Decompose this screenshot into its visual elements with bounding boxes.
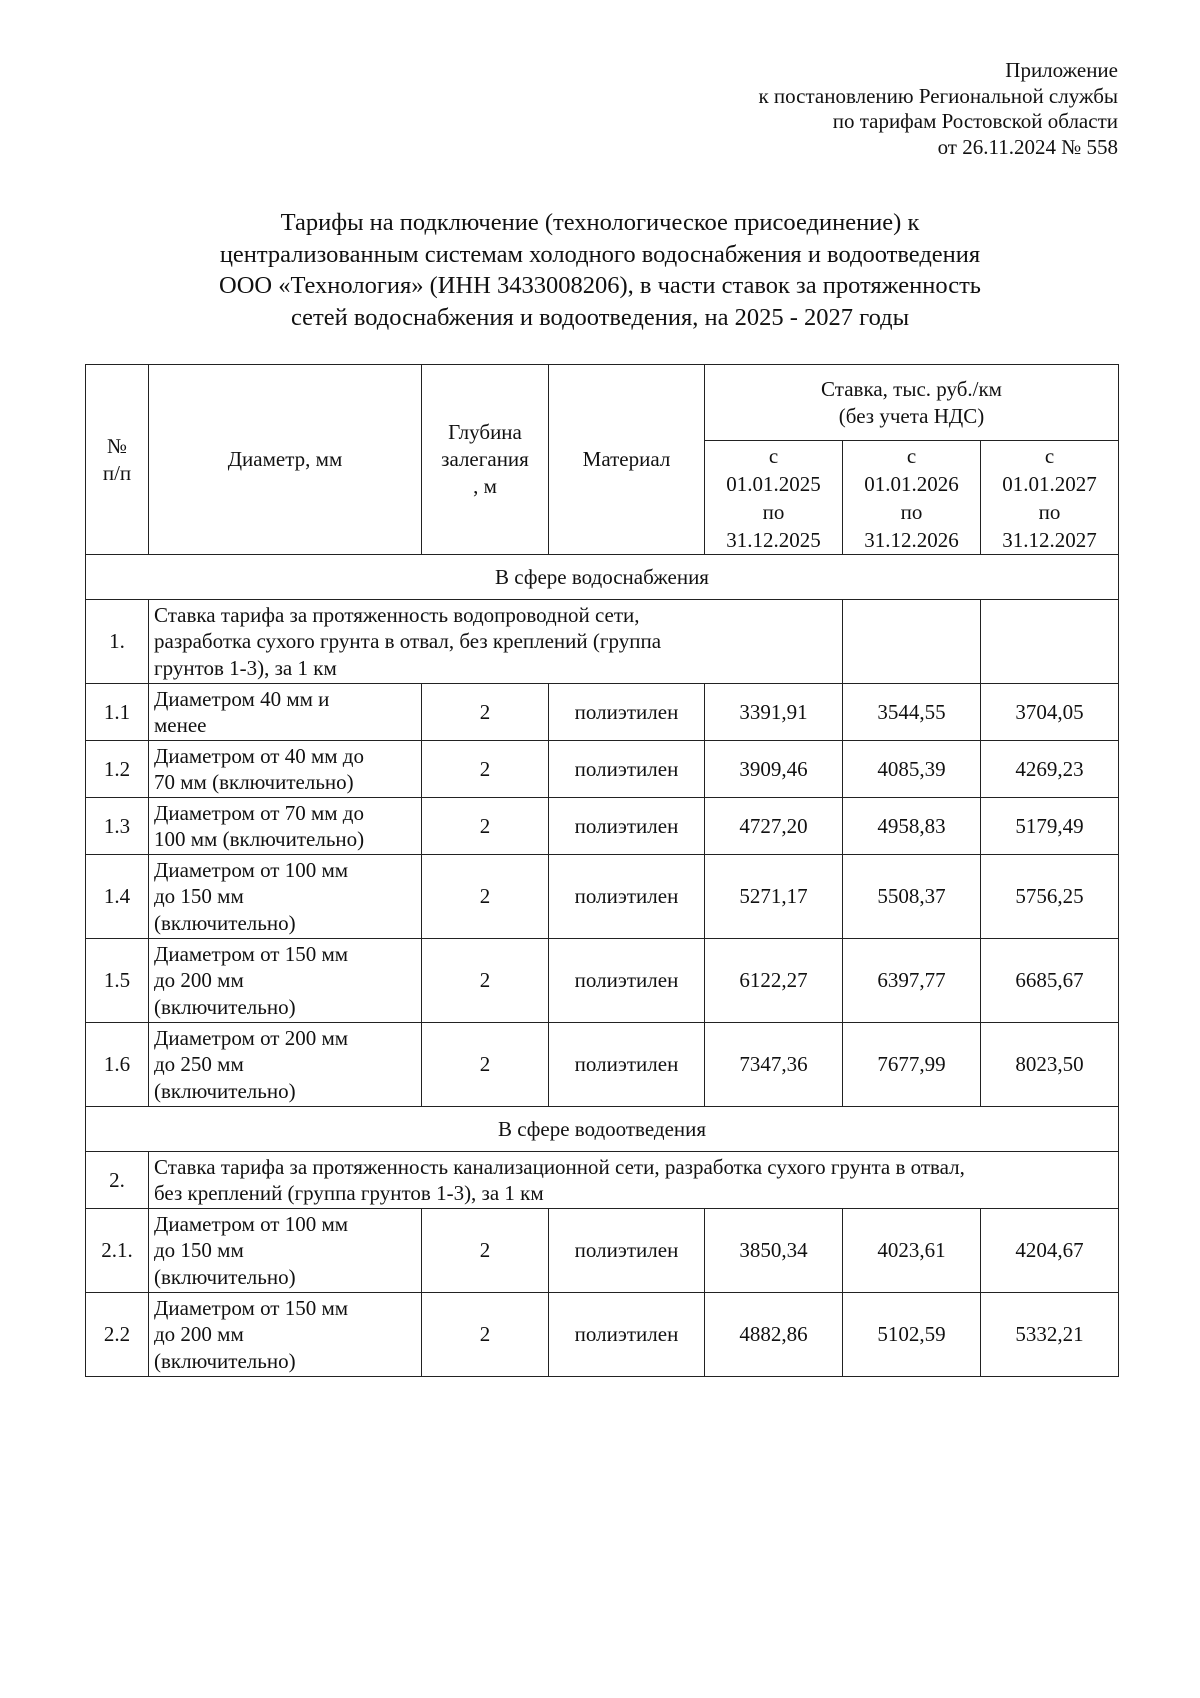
group-description: Ставка тарифа за протяженность канализационной сети, разработка сухого грунта в отвал, без креплений (группа грунтов 1-3), за 1 км [149,1152,1119,1209]
header-num: № п/п [86,365,149,555]
header-rate: Ставка, тыс. руб./км (без учета НДС) [705,365,1119,441]
row-depth: 2 [422,684,549,741]
row-diameter: Диаметром от 150 мм до 200 мм (включительно) [149,1293,422,1377]
group-description: Ставка тарифа за протяженность водопроводной сети, разработка сухого грунта в отвал, без креплений (группа грунтов 1-3), за 1 км [149,600,843,684]
row-material: полиэтилен [549,1209,705,1293]
row-rate-2025: 4727,20 [705,798,843,855]
row-num: 1.6 [86,1023,149,1107]
table-row [86,1209,1119,1293]
row-rate-2027: 5179,49 [981,798,1119,855]
row-rate-2026: 6397,77 [843,939,981,1023]
row-diameter: Диаметром от 70 мм до 100 мм (включительно) [149,798,422,855]
header-row [86,365,1119,441]
title-line: ООО «Технология» (ИНН 3433008206), в части ставок за протяженность [219,272,981,299]
row-material: полиэтилен [549,684,705,741]
row-rate-2026: 7677,99 [843,1023,981,1107]
row-diameter: Диаметром от 100 мм до 150 мм (включительно) [149,1209,422,1293]
row-diameter: Диаметром от 150 мм до 200 мм (включительно) [149,939,422,1023]
section-row [86,555,1119,600]
table-row [86,939,1119,1023]
row-rate-2025: 3391,91 [705,684,843,741]
row-num: 2. [86,1152,149,1209]
table-row [86,855,1119,939]
row-diameter: Диаметром от 40 мм до 70 мм (включительно) [149,741,422,798]
row-rate-2027: 6685,67 [981,939,1119,1023]
row-depth: 2 [422,1023,549,1107]
row-rate-2026: 4085,39 [843,741,981,798]
group-row [86,600,1119,684]
title-line: Тарифы на подключение (технологическое присоединение) к [280,209,920,236]
group-row [86,1152,1119,1209]
appendix-block [518,58,1118,160]
header-period: с 01.01.2027 по 31.12.2027 [981,441,1119,555]
row-material: полиэтилен [549,741,705,798]
row-diameter: Диаметром от 100 мм до 150 мм (включительно) [149,855,422,939]
row-rate-2025: 3850,34 [705,1209,843,1293]
title-line: сетей водоснабжения и водоотведения, на 2025 - 2027 годы [290,303,910,331]
row-rate-2027: 4269,23 [981,741,1119,798]
row-rate-2025: 6122,27 [705,939,843,1023]
table-row [86,1023,1119,1107]
row-num: 2.2 [86,1293,149,1377]
row-material: полиэтилен [549,798,705,855]
row-rate-2026: 4023,61 [843,1209,981,1293]
row-rate-2027: 4204,67 [981,1209,1119,1293]
row-material: полиэтилен [549,1023,705,1107]
header-depth: Глубина залегания , м [422,365,549,555]
row-rate-2027: 5332,21 [981,1293,1119,1377]
document-title [150,207,1050,333]
row-rate-2026: 4958,83 [843,798,981,855]
row-diameter: Диаметром от 200 мм до 250 мм (включительно) [149,1023,422,1107]
row-rate-2027: 8023,50 [981,1023,1119,1107]
row-rate-2025: 5271,17 [705,855,843,939]
table-row [86,798,1119,855]
row-rate-2026: 3544,55 [843,684,981,741]
row-rate-2027: 3704,05 [981,684,1119,741]
table-row [86,684,1119,741]
appendix-line: к постановлению Региональной службы [758,83,1118,108]
section-row [86,1107,1119,1152]
table-row [86,1293,1119,1377]
row-rate-2025: 3909,46 [705,741,843,798]
row-depth: 2 [422,1209,549,1293]
row-diameter: Диаметром 40 мм и менее [149,684,422,741]
section-title: В сфере водоснабжения [86,555,1119,600]
row-rate-2025: 4882,86 [705,1293,843,1377]
empty-cell [981,600,1119,684]
section-title: В сфере водоотведения [86,1107,1119,1152]
row-num: 1.5 [86,939,149,1023]
title-line: централизованным системам холодного водоснабжения и водоотведения [219,240,981,268]
row-num: 1.4 [86,855,149,939]
row-num: 1.2 [86,741,149,798]
empty-cell [843,600,981,684]
row-depth: 2 [422,1293,549,1377]
row-rate-2025: 7347,36 [705,1023,843,1107]
header-diameter: Диаметр, мм [149,365,422,555]
appendix-line: по тарифам Ростовской области [832,109,1118,133]
row-depth: 2 [422,741,549,798]
row-depth: 2 [422,798,549,855]
row-num: 1.3 [86,798,149,855]
row-material: полиэтилен [549,1293,705,1377]
appendix-line: от 26.11.2024 № 558 [937,134,1118,159]
header-period: с 01.01.2025 по 31.12.2025 [705,441,843,555]
tariff-table [85,364,1119,1377]
header-material: Материал [549,365,705,555]
row-depth: 2 [422,855,549,939]
row-num: 1.1 [86,684,149,741]
row-material: полиэтилен [549,939,705,1023]
row-rate-2026: 5508,37 [843,855,981,939]
table-row [86,741,1119,798]
row-num: 1. [86,600,149,684]
appendix-line: Приложение [1005,58,1118,82]
header-period: с 01.01.2026 по 31.12.2026 [843,441,981,555]
row-depth: 2 [422,939,549,1023]
row-rate-2027: 5756,25 [981,855,1119,939]
row-rate-2026: 5102,59 [843,1293,981,1377]
row-num: 2.1. [86,1209,149,1293]
row-material: полиэтилен [549,855,705,939]
